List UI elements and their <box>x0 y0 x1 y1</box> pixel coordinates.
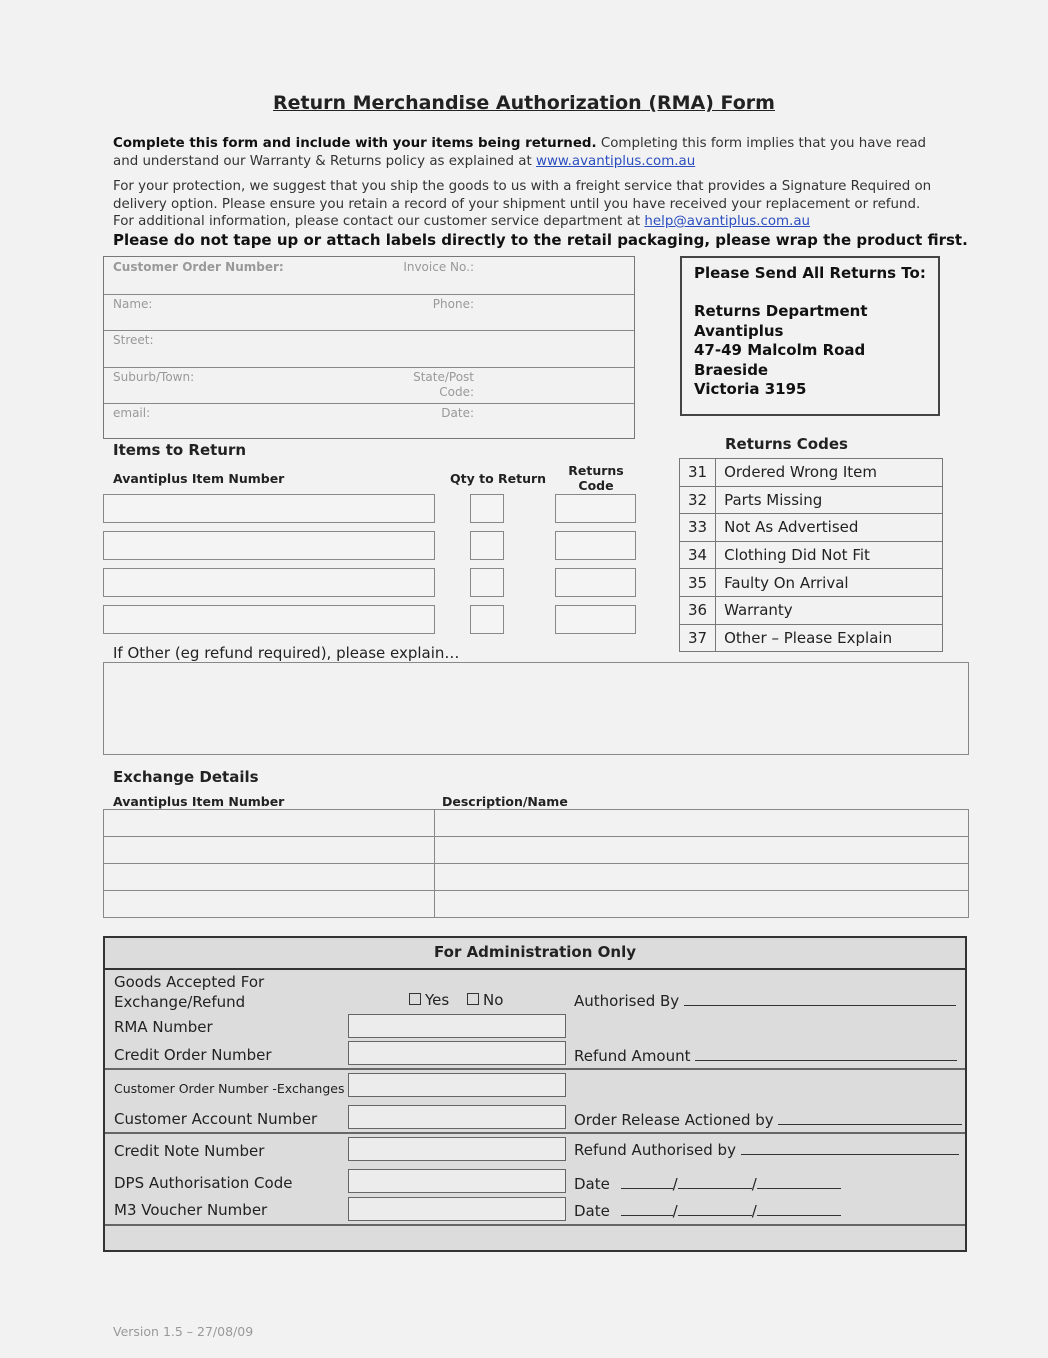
code-number: 33 <box>680 514 716 542</box>
credit-order-input[interactable] <box>348 1041 566 1065</box>
exchange-description-cell[interactable] <box>435 837 969 864</box>
goods-accepted-line: Goods Accepted For <box>114 973 265 991</box>
refund-authorised-line[interactable] <box>741 1140 959 1155</box>
other-explain-textarea[interactable] <box>103 662 969 755</box>
refund-authorised-field[interactable] <box>574 1140 959 1159</box>
order-release-line[interactable] <box>778 1110 962 1125</box>
website-link[interactable]: www.avantiplus.com.au <box>536 153 696 169</box>
exchange-table <box>103 809 969 918</box>
returns-codes-heading: Returns Codes <box>725 435 848 453</box>
page-title: Return Merchandise Authorization (RMA) Form <box>273 92 775 114</box>
admin-heading: For Administration Only <box>105 938 965 970</box>
authorised-by-line[interactable] <box>684 991 956 1006</box>
address-line: Avantiplus <box>694 321 784 340</box>
email-link[interactable]: help@avantiplus.com.au <box>644 214 811 229</box>
order-release-field[interactable] <box>574 1110 962 1129</box>
send-returns-heading: Please Send All Returns To: <box>694 264 926 282</box>
exchange-row <box>104 837 969 864</box>
returns-code-header-line: Returns <box>568 463 624 478</box>
state-label: State/Post <box>413 369 474 384</box>
other-explain-label: If Other (eg refund required), please explain… <box>113 644 460 662</box>
address-line: 47-49 Malcolm Road <box>694 341 866 359</box>
date-slash: / <box>672 1202 678 1220</box>
order-number-label: Customer Order Number: <box>113 260 284 274</box>
suburb-row[interactable] <box>104 367 634 405</box>
credit-note-label: Credit Note Number <box>114 1142 265 1160</box>
qty-input[interactable] <box>470 605 504 634</box>
exchange-description-cell[interactable] <box>435 864 969 891</box>
item-number-input[interactable] <box>103 531 435 560</box>
suburb-label: Suburb/Town: <box>113 369 195 384</box>
exchange-description-cell[interactable] <box>435 810 969 837</box>
yes-checkbox[interactable] <box>409 993 421 1005</box>
day-line[interactable] <box>621 1174 673 1189</box>
items-heading: Items to Return <box>113 441 247 459</box>
administration-panel <box>103 936 967 1252</box>
dps-date-field[interactable] <box>574 1174 841 1193</box>
customer-account-input[interactable] <box>348 1105 566 1129</box>
address-line: Braeside <box>694 360 769 379</box>
refund-amount-line[interactable] <box>695 1046 957 1061</box>
code-row <box>680 459 943 487</box>
version-footer: Version 1.5 – 27/08/09 <box>113 1324 254 1339</box>
code-number: 34 <box>680 541 716 569</box>
code-label: Not As Advertised <box>716 514 943 542</box>
admin-divider <box>105 1068 965 1070</box>
name-row[interactable] <box>104 294 634 332</box>
date-label: Date: <box>441 406 474 420</box>
street-row[interactable] <box>104 330 634 368</box>
invoice-label: Invoice No.: <box>403 260 474 274</box>
refund-authorised-label: Refund Authorised by <box>574 1141 736 1159</box>
exchange-description-column-header: Description/Name <box>442 794 568 809</box>
date-slash: / <box>751 1202 757 1220</box>
code-row <box>680 569 943 597</box>
date-label: Date <box>574 1202 610 1220</box>
no-checkbox[interactable] <box>467 993 479 1005</box>
send-returns-box <box>680 256 940 416</box>
name-label: Name: <box>113 296 153 311</box>
code-number: 36 <box>680 596 716 624</box>
admin-divider <box>105 1132 965 1134</box>
exchange-item-column-header: Avantiplus Item Number <box>113 794 285 809</box>
intro-bold: Complete this form and include with your items being returned. <box>113 136 597 151</box>
qty-input[interactable] <box>470 494 504 523</box>
code-row <box>680 624 943 652</box>
m3-voucher-input[interactable] <box>348 1197 566 1221</box>
phone-label: Phone: <box>432 296 474 311</box>
protection-paragraph <box>113 178 933 231</box>
postcode-label: Code: <box>439 384 474 399</box>
order-number-row[interactable] <box>104 257 634 295</box>
email-label: email: <box>113 406 151 420</box>
month-line[interactable] <box>678 1174 752 1189</box>
street-label: Street: <box>113 333 154 347</box>
order-release-label: Order Release Actioned by <box>574 1111 774 1129</box>
year-line[interactable] <box>757 1201 841 1216</box>
date-slash: / <box>672 1175 678 1193</box>
exchange-row <box>104 891 969 918</box>
customer-account-label: Customer Account Number <box>114 1110 318 1128</box>
yes-label: Yes <box>425 991 450 1009</box>
no-label: No <box>483 991 504 1009</box>
returns-code-input[interactable] <box>555 568 636 597</box>
goods-accepted-label <box>114 972 264 1012</box>
dps-code-label: DPS Authorisation Code <box>114 1174 293 1192</box>
exchange-row <box>104 864 969 891</box>
rma-number-input[interactable] <box>348 1014 566 1038</box>
exchange-item-cell[interactable] <box>104 891 435 918</box>
customer-order-exchanges-label: Customer Order Number -Exchanges <box>114 1081 345 1096</box>
return-address <box>694 302 926 400</box>
code-label: Faulty On Arrival <box>716 569 943 597</box>
authorised-by-field[interactable] <box>574 991 956 1010</box>
state-postcode-label <box>413 370 474 400</box>
month-line[interactable] <box>678 1201 752 1216</box>
refund-amount-field[interactable] <box>574 1046 957 1065</box>
item-number-input[interactable] <box>103 605 435 634</box>
exchange-heading: Exchange Details <box>113 768 259 786</box>
code-label: Other – Please Explain <box>716 624 943 652</box>
code-label: Ordered Wrong Item <box>716 459 943 487</box>
credit-order-label: Credit Order Number <box>114 1046 272 1064</box>
rma-number-label: RMA Number <box>114 1018 213 1036</box>
packaging-warning: Please do not tape up or attach labels directly to the retail packaging, please wrap the product first. <box>113 231 968 249</box>
dps-code-input[interactable] <box>348 1169 566 1193</box>
qty-input[interactable] <box>470 531 504 560</box>
code-label: Clothing Did Not Fit <box>716 541 943 569</box>
code-label: Warranty <box>716 596 943 624</box>
code-row <box>680 486 943 514</box>
address-line: Returns Department <box>694 302 868 320</box>
exchange-description-cell[interactable] <box>435 891 969 918</box>
refund-amount-label: Refund Amount <box>574 1047 691 1065</box>
intro-paragraph <box>113 135 933 170</box>
m3-voucher-label: M3 Voucher Number <box>114 1201 268 1219</box>
customer-info-box <box>103 256 635 439</box>
code-number: 35 <box>680 569 716 597</box>
code-row <box>680 514 943 542</box>
item-number-column-header: Avantiplus Item Number <box>113 471 285 486</box>
email-row[interactable] <box>104 403 634 440</box>
code-row <box>680 541 943 569</box>
admin-divider <box>105 1224 965 1226</box>
customer-order-exchanges-input[interactable] <box>348 1073 566 1097</box>
returns-codes-table <box>679 458 943 652</box>
address-line: Victoria 3195 <box>694 380 807 398</box>
code-number: 31 <box>680 459 716 487</box>
exchange-item-cell[interactable] <box>104 837 435 864</box>
m3-date-field[interactable] <box>574 1201 841 1220</box>
date-label: Date <box>574 1175 610 1193</box>
returns-code-column-header <box>556 463 636 493</box>
qty-column-header: Qty to Return <box>450 471 547 486</box>
item-number-input[interactable] <box>103 568 435 597</box>
exchange-item-cell[interactable] <box>104 864 435 891</box>
day-line[interactable] <box>621 1201 673 1216</box>
code-number: 37 <box>680 624 716 652</box>
yes-option[interactable] <box>409 991 449 1009</box>
intro-text: Completing this form implies that you have read and understand our Warranty & Returns policy as explained at <box>113 136 927 169</box>
returns-code-header-line: Code <box>578 478 614 493</box>
exchange-row <box>104 810 969 837</box>
date-slash: / <box>751 1175 757 1193</box>
code-label: Parts Missing <box>716 486 943 514</box>
no-option[interactable] <box>467 991 503 1009</box>
qty-input[interactable] <box>470 568 504 597</box>
item-number-input[interactable] <box>103 494 435 523</box>
exchange-item-cell[interactable] <box>104 810 435 837</box>
authorised-by-label: Authorised By <box>574 992 680 1010</box>
returns-code-input[interactable] <box>555 605 636 634</box>
returns-code-input[interactable] <box>555 531 636 560</box>
code-row <box>680 596 943 624</box>
goods-accepted-line: Exchange/Refund <box>114 993 246 1011</box>
protection-text: For your protection, we suggest that you ship the goods to us with a freight service that provides a Signature Required on delivery option. Please ensure you retain a record of your shipment until you have received your replacement or refund. For additional information, please contact our customer service department at <box>113 179 932 229</box>
returns-code-input[interactable] <box>555 494 636 523</box>
credit-note-input[interactable] <box>348 1137 566 1161</box>
year-line[interactable] <box>757 1174 841 1189</box>
code-number: 32 <box>680 486 716 514</box>
